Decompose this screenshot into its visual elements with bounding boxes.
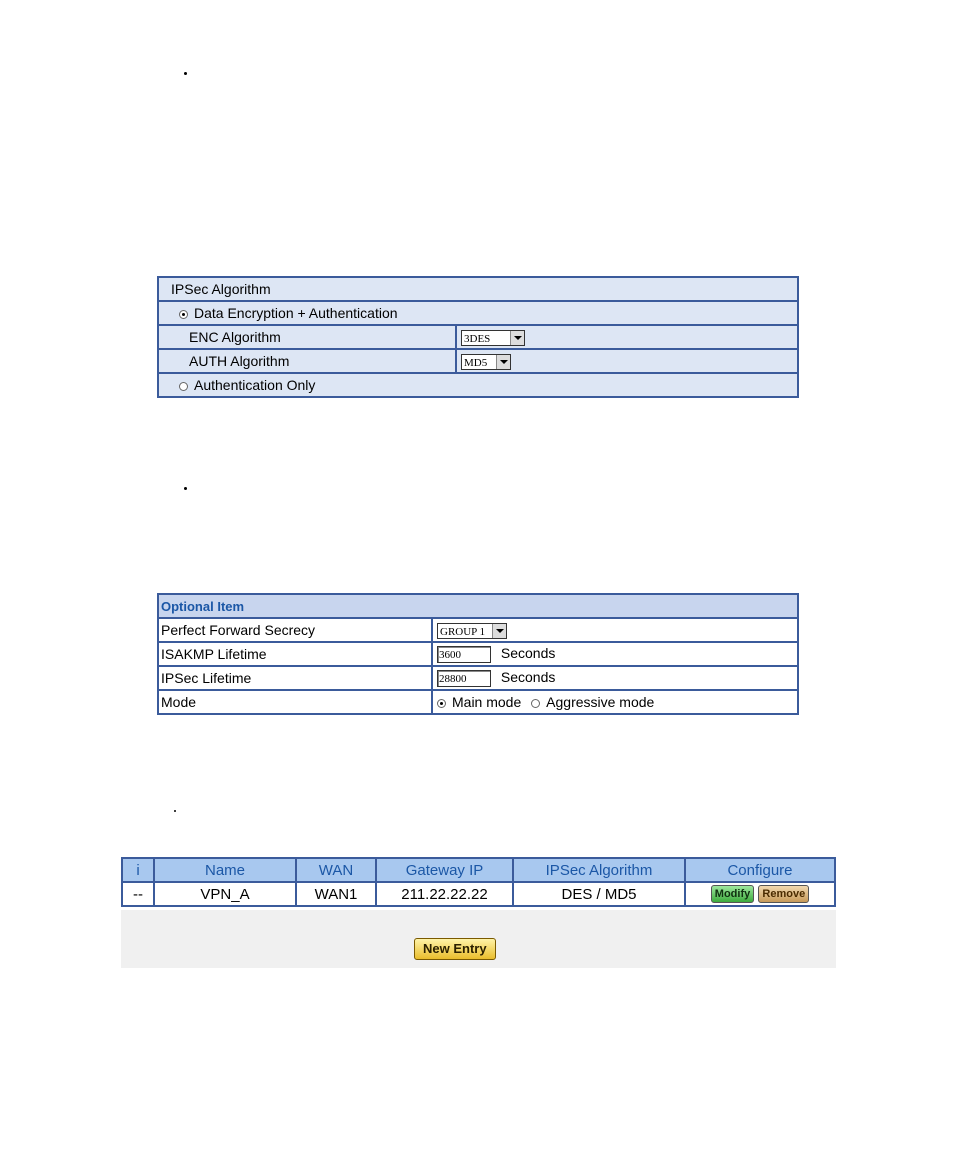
auth-only-label: Authentication Only	[194, 377, 316, 393]
auth-algorithm-label-cell	[158, 349, 456, 373]
pfs-label-cell	[158, 618, 432, 642]
chevron-down-icon	[496, 355, 510, 369]
vpn-list-header-row	[122, 858, 835, 882]
isakmp-value-cell	[432, 642, 798, 666]
column-header-gateway-ip: Gateway IP	[376, 858, 513, 882]
auth-algorithm-label: AUTH Algorithm	[189, 353, 290, 369]
table-row	[122, 882, 835, 906]
mode-value-cell	[432, 690, 798, 714]
isakmp-unit: Seconds	[500, 645, 556, 662]
mode-label: Mode	[161, 694, 197, 710]
row-wan: WAN1	[296, 882, 376, 906]
ipsec-lifetime-label: IPSec Lifetime	[161, 670, 252, 686]
column-header-index: i	[122, 858, 154, 882]
aggressive-mode-radio[interactable]	[531, 699, 540, 708]
isakmp-lifetime-input[interactable]: 3600	[437, 646, 491, 663]
ipsec-lifetime-label-cell	[158, 666, 432, 690]
row-configure	[685, 882, 835, 906]
row-index: --	[122, 882, 154, 906]
bullet-dot	[174, 810, 176, 812]
auth-algorithm-value-cell	[456, 349, 798, 373]
column-header-configure: Configure	[685, 858, 835, 882]
auth-only-option-row	[158, 373, 798, 397]
aggressive-mode-label: Aggressive mode	[546, 694, 655, 710]
vpn-list-footer	[121, 910, 836, 968]
column-header-wan: WAN	[296, 858, 376, 882]
enc-algorithm-label-cell	[158, 325, 456, 349]
ipsec-algorithm-panel	[157, 276, 799, 398]
optional-item-panel	[157, 593, 799, 715]
auth-only-radio[interactable]	[179, 382, 188, 391]
enc-algorithm-select[interactable]: 3DES	[461, 330, 525, 346]
bullet-dot	[184, 487, 187, 490]
ipsec-lifetime-input[interactable]: 28800	[437, 670, 491, 687]
column-header-ipsec-algorithm: IPSec Algorithm	[513, 858, 685, 882]
row-name: VPN_A	[154, 882, 296, 906]
enc-auth-label: Data Encryption + Authentication	[194, 305, 398, 321]
column-header-name: Name	[154, 858, 296, 882]
pfs-label: Perfect Forward Secrecy	[161, 622, 316, 638]
ipsec-lifetime-value-cell	[432, 666, 798, 690]
main-mode-label: Main mode	[452, 694, 522, 710]
enc-algorithm-value-cell	[456, 325, 798, 349]
mode-label-cell	[158, 690, 432, 714]
pfs-select[interactable]: GROUP 1	[437, 623, 507, 639]
row-gateway-ip: 211.22.22.22	[376, 882, 513, 906]
row-ipsec-algorithm: DES / MD5	[513, 882, 685, 906]
chevron-down-icon	[510, 331, 524, 345]
optional-item-header: Optional Item	[158, 594, 798, 618]
vpn-list-table	[121, 857, 836, 907]
bullet-dot	[184, 72, 187, 75]
main-mode-radio[interactable]	[437, 699, 446, 708]
remove-button[interactable]: Remove	[758, 885, 809, 903]
ipsec-lifetime-unit: Seconds	[500, 669, 556, 686]
auth-algorithm-select[interactable]: MD5	[461, 354, 511, 370]
ipsec-algorithm-header: IPSec Algorithm	[158, 277, 798, 301]
chevron-down-icon	[492, 624, 506, 638]
isakmp-lifetime-label: ISAKMP Lifetime	[161, 646, 267, 662]
isakmp-label-cell	[158, 642, 432, 666]
pfs-value-cell	[432, 618, 798, 642]
new-entry-button[interactable]: New Entry	[414, 938, 496, 960]
enc-auth-radio[interactable]	[179, 310, 188, 319]
enc-algorithm-label: ENC Algorithm	[189, 329, 281, 345]
enc-auth-option-row	[158, 301, 798, 325]
modify-button[interactable]: Modify	[711, 885, 754, 903]
